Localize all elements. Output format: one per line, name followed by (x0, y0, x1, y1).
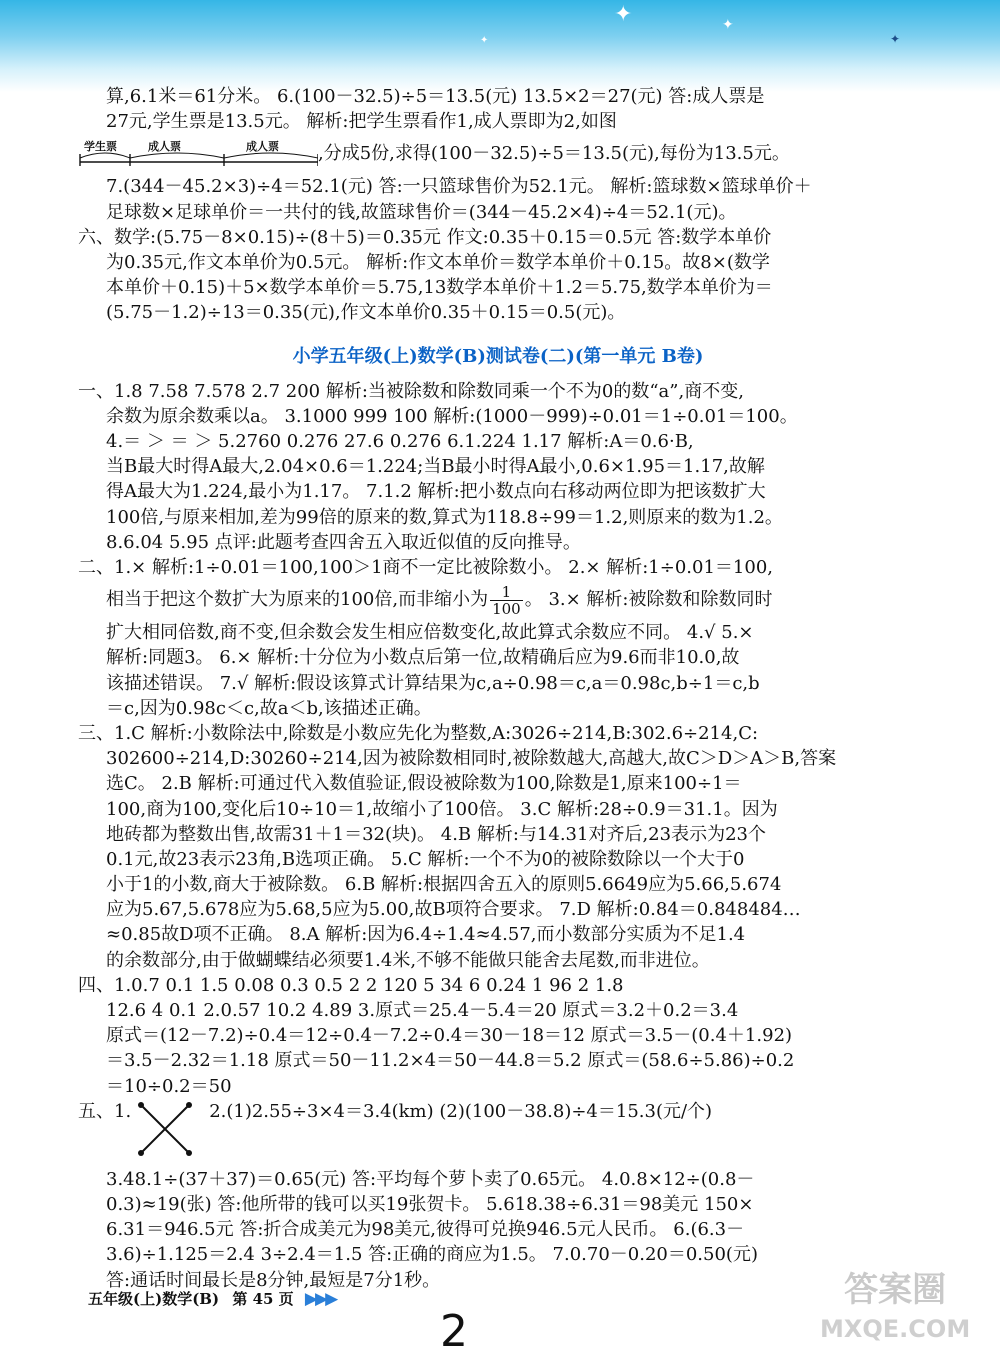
lines-a (78, 84, 918, 134)
text-line: 100,商为100,变化后10÷10＝1,故缩小了100倍。 3.C 解析:28÷0.9＝31.1。因为 (106, 798, 778, 820)
fraction-numerator: 1 (490, 584, 523, 601)
text-line: 3.48.1÷(37＋37)＝0.65(元) 答:平均每个萝卜卖了0.65元。 4.0.8×12÷(0.8－ (106, 1168, 755, 1190)
watermark (820, 1262, 970, 1343)
text-line: 得A最大为1.224,最小为1.17。 7.1.2 解析:把小数点向右移动两位即为把该数扩大 (106, 481, 766, 503)
text-line: 解析:同题3。 6.× 解析:十分位为小数点后第一位,故精确后应为9.6而非10.0,故 (106, 647, 740, 669)
section-five-first (78, 1099, 918, 1167)
text-line: 27元,学生票是13.5元。 解析:把学生票看作1,成人票即为2,如图 (106, 111, 617, 133)
text-line: 六、数学:(5.75－8×0.15)÷(8＋5)＝0.35元 作文:0.35＋0.15＝0.5元 答:数学本单价 (78, 226, 772, 248)
text-line: 0.3)≈19(张) 答:他所带的钱可以买19张贺卡。 5.618.38÷6.31＝98美元 150× (106, 1193, 754, 1215)
text-line: 3.6)÷1.125＝2.4 3÷2.4＝1.5 答:正确的商应为1.5。 7.0.70－0.20＝0.50(元) (106, 1244, 758, 1266)
text-line: 6.31＝946.5元 答:折合成美元为98美元,彼得可兑换946.5元人民币。 6.(6.3－ (106, 1219, 745, 1241)
footer-page-prefix: 第 (232, 1290, 248, 1308)
watermark-text: 答案圈 (844, 1270, 947, 1310)
footer-page-suffix: 页 (278, 1290, 294, 1308)
text-line: 小于1的小数,商大于被除数。 6.B 解析:根据四舍五入的原则5.6649应为5.66,5.674 (106, 874, 782, 896)
text-line: 7.(344－45.2×3)÷4＝52.1(元) 答:一只篮球售价为52.1元。 解析:篮球数×篮球单价＋ (106, 176, 812, 198)
text-line: (5.75－1.2)÷13＝0.35(元),作文本单价0.35＋0.15＝0.5(元)。 (106, 302, 626, 324)
fraction-denominator: 100 (492, 599, 521, 618)
text-line: 302600÷214,D:30260÷214,因为被除数相同时,被除数越大,高越大,故C＞D＞A＞B,答案 (106, 748, 837, 770)
text-line: ＝10÷0.2＝50 (106, 1075, 232, 1097)
text-line: 12.6 4 0.1 2.0.57 10.2 4.89 3.原式＝25.4－5.4＝20 原式＝3.2＋0.2＝3.4 (106, 1000, 739, 1022)
text-line: 四、1.0.7 0.1 1.5 0.08 0.3 0.5 2 2 120 5 34 6 0.24 1 96 2 1.8 (78, 974, 624, 996)
text-line: 当B最大时得A最大,2.04×0.6＝1.224;当B最小时得A最小,0.6×1.95＝1.17,故解 (106, 456, 765, 478)
text-line: 足球数×足球单价＝一共付的钱,故篮球售价＝(344－45.2×4)÷4＝52.1(元)。 (106, 201, 737, 223)
sparkle-icon: ✦ (480, 35, 489, 46)
text-line: 地砖都为整数出售,故需31＋1＝32(块)。 4.B 解析:与14.31对齐后,23表示为23个 (106, 823, 766, 845)
diagram-label-student: 学生票 (84, 140, 117, 154)
text-line: 为0.35元,作文本单价为0.5元。 解析:作文本单价＝数学本单价＋0.15。故8×(数学 (106, 251, 770, 273)
watermark-url: MXQE.COM (820, 1315, 971, 1343)
text-line: 的余数部分,由于做蝴蝶结必须要1.4米,不够不能做只能舍去尾数,而非进位。 (106, 949, 710, 971)
text-line: 一、1.8 7.58 7.578 2.7 200 解析:当被除数和除数同乘一个不为0的数“a”,商不变, (78, 380, 744, 402)
lines-d (78, 620, 918, 1099)
fraction-before: 相当于把这个数扩大为原来的100倍,而非缩小为 (106, 589, 489, 611)
matching-lines-figure (131, 1099, 201, 1159)
text-line: 8.6.04 5.95 点评:此题考查四舍五入取近似值的反向推导。 (106, 531, 581, 553)
top-banner (0, 0, 1000, 92)
text-line: ≈0.85故D项不正确。 8.A 解析:因为6.4÷1.4≈4.57,而小数部分实质为不足1.4 (106, 924, 746, 946)
handwritten-page-number: 2 (440, 1306, 468, 1357)
sparkle-icon: ✦ (722, 17, 734, 33)
lines-c (78, 379, 918, 581)
page-footer (88, 1288, 335, 1309)
ticket-segment-diagram (78, 134, 318, 174)
lines-e (78, 1167, 918, 1293)
footer-book-title: 五年级(上)数学(B) (88, 1290, 220, 1308)
sparkle-icon: ✦ (890, 32, 901, 46)
text-line: 二、1.× 解析:1÷0.01＝100,100＞1商不一定比被除数小。 2.× 解析:1÷0.01＝100, (78, 557, 773, 579)
text-line: 该描述错误。 7.√ 解析:假设该算式计算结果为c,a÷0.98＝c,a＝0.98c,b÷1＝c,b (106, 672, 760, 694)
text-line: 余数为原余数乘以a。 3.1000 999 100 解析:(1000－999)÷0.01＝1÷0.01＝100。 (106, 405, 798, 427)
text-line: ＝c,因为0.98c＜c,故a＜b,该描述正确。 (106, 697, 432, 719)
diagram-line (78, 134, 918, 174)
text-line: 0.1元,故23表示23角,B选项正确。 5.C 解析:一个不为0的被除数除以一个大于0 (106, 848, 745, 870)
answer-text (78, 84, 918, 1293)
diagram-caption: ,分成5份,求得(100－32.5)÷5＝13.5(元),每份为13.5元。 (318, 143, 790, 165)
text-line: 三、1.C 解析:小数除法中,除数是小数应先化为整数,A:3026÷214,B:302.6÷214,C: (78, 722, 759, 744)
text-line: 算,6.1米＝61分米。 6.(100－32.5)÷5＝13.5(元) 13.5×2＝27(元) 答:成人票是 (106, 86, 765, 107)
fraction (490, 584, 523, 617)
text-line: 应为5.67,5.678应为5.68,5应为5.00,故B项符合要求。 7.D 解析:0.84＝0.848484… (106, 899, 801, 921)
segment-lines (78, 148, 318, 174)
text-line: 4.＝ ＞ ＝ ＞ 5.2760 0.276 27.6 0.276 6.1.224 1.17 解析:A＝0.6·B, (106, 431, 694, 453)
text-line: ＝3.5－2.32＝1.18 原式＝50－11.2×4＝50－44.8＝5.2 原式＝(58.6÷5.86)÷0.2 (106, 1050, 795, 1072)
footer-page-number: 45 (252, 1290, 274, 1308)
fraction-after: 。 3.× 解析:被除数和除数同时 (524, 589, 773, 611)
text-line: 本单价＋0.15)＋5×数学本单价＝5.75,13数学本单价＋1.2＝5.75,数学本单价为＝ (106, 277, 773, 299)
sparkle-icon: ✦ (614, 2, 633, 27)
text-line: 原式＝(12－7.2)÷0.4＝12÷0.4－7.2÷0.4＝30－18＝12 原式＝3.5－(0.4＋1.92) (106, 1025, 793, 1047)
fraction-line (78, 580, 918, 620)
diagram-label-adult-1: 成人票 (148, 140, 181, 154)
text-line: 答:通话时间最长是8分钟,最短是7分1秒。 (106, 1269, 441, 1291)
text-line: 扩大相同倍数,商不变,但余数会发生相应倍数变化,故此算式余数应不同。 4.√ 5.× (106, 622, 754, 644)
diagram-label-adult-2: 成人票 (246, 140, 279, 154)
section-title: 小学五年级(上)数学(B)测试卷(二)(第一单元 B卷) (292, 345, 704, 367)
footer-arrows-icon: ▶▶▶ (304, 1289, 336, 1309)
text-line: 选C。 2.B 解析:可通过代入数值验证,假设被除数为100,除数是1,原来100÷1＝ (106, 773, 742, 795)
text-line: 100倍,与原来相加,差为99倍的原来的数,算式为118.8÷99＝1.2,则原来的数为1.2。 (106, 506, 783, 528)
lines-b (78, 174, 918, 325)
section-five-head: 五、1. (78, 1100, 132, 1122)
section-five-item-2: 2.(1)2.55÷3×4＝3.4(km) (2)(100－38.8)÷4＝15.3(元/个) (209, 1100, 713, 1122)
